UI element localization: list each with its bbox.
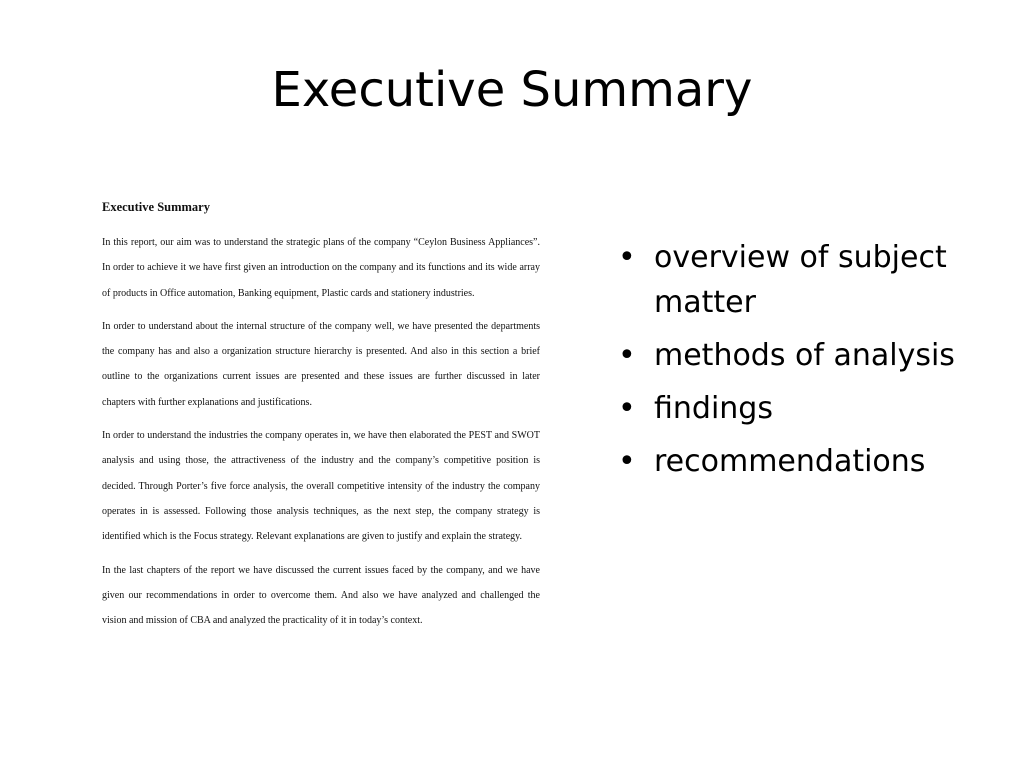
- bullet-list: [614, 235, 1014, 492]
- document-excerpt-image: [102, 200, 540, 695]
- bullet-dot-icon: •: [618, 391, 636, 426]
- document-paragraph-4: In the last chapters of the report we have discussed the current issues faced by the company, and we have given our recommendations in order to overcome them. And also we have analyzed and challenged the vision and mission of CBA and analyzed the practicality of it in today’s context.: [102, 564, 540, 627]
- bullet-dot-icon: •: [618, 338, 636, 373]
- bullet-item-methods: [614, 333, 1014, 378]
- bullet-item-recommendations: [614, 439, 1014, 484]
- bullet-text: findings: [654, 391, 773, 426]
- document-paragraph-1: In this report, our aim was to understand the strategic plans of the company “Ceylon Business Appliances”. In order to achieve it we have first given an introduction on the company and its functions and its wide array of products in Office automation, Banking equipment, Plastic cards and stationery industries.: [102, 237, 540, 299]
- bullet-item-findings: [614, 386, 1014, 431]
- bullet-dot-icon: •: [618, 444, 636, 479]
- slide-title: Executive Summary: [271, 62, 753, 118]
- document-paragraph-3: In order to understand the industries the company operates in, we have then elaborated the PEST and SWOT analysis and using those, the attractiveness of the industry and the company’s competitive position is decided. Through Porter’s five force analysis, the overall competitive intensity of the industry the company operates in is assessed. Following those analysis techniques, as the next step, the company strategy is identified which is the Focus strategy. Relevant explanations are given to justify and explain the strategy.: [102, 430, 540, 543]
- bullet-item-overview: [614, 235, 1014, 325]
- bullet-text: methods of analysis: [654, 338, 955, 373]
- bullet-text: recommendations: [654, 444, 926, 479]
- document-paragraph-2: In order to understand about the internal structure of the company well, we have presented the departments the company has and also a organization structure hierarchy is presented. And also in this section a brief outline to the organizations current issues are presented and these issues are further discussed in later chapters with further explanations and justifications.: [102, 320, 540, 408]
- bullet-dot-icon: •: [618, 240, 636, 275]
- bullet-text: overview of subject matter: [654, 240, 947, 320]
- document-heading: Executive Summary: [102, 200, 210, 214]
